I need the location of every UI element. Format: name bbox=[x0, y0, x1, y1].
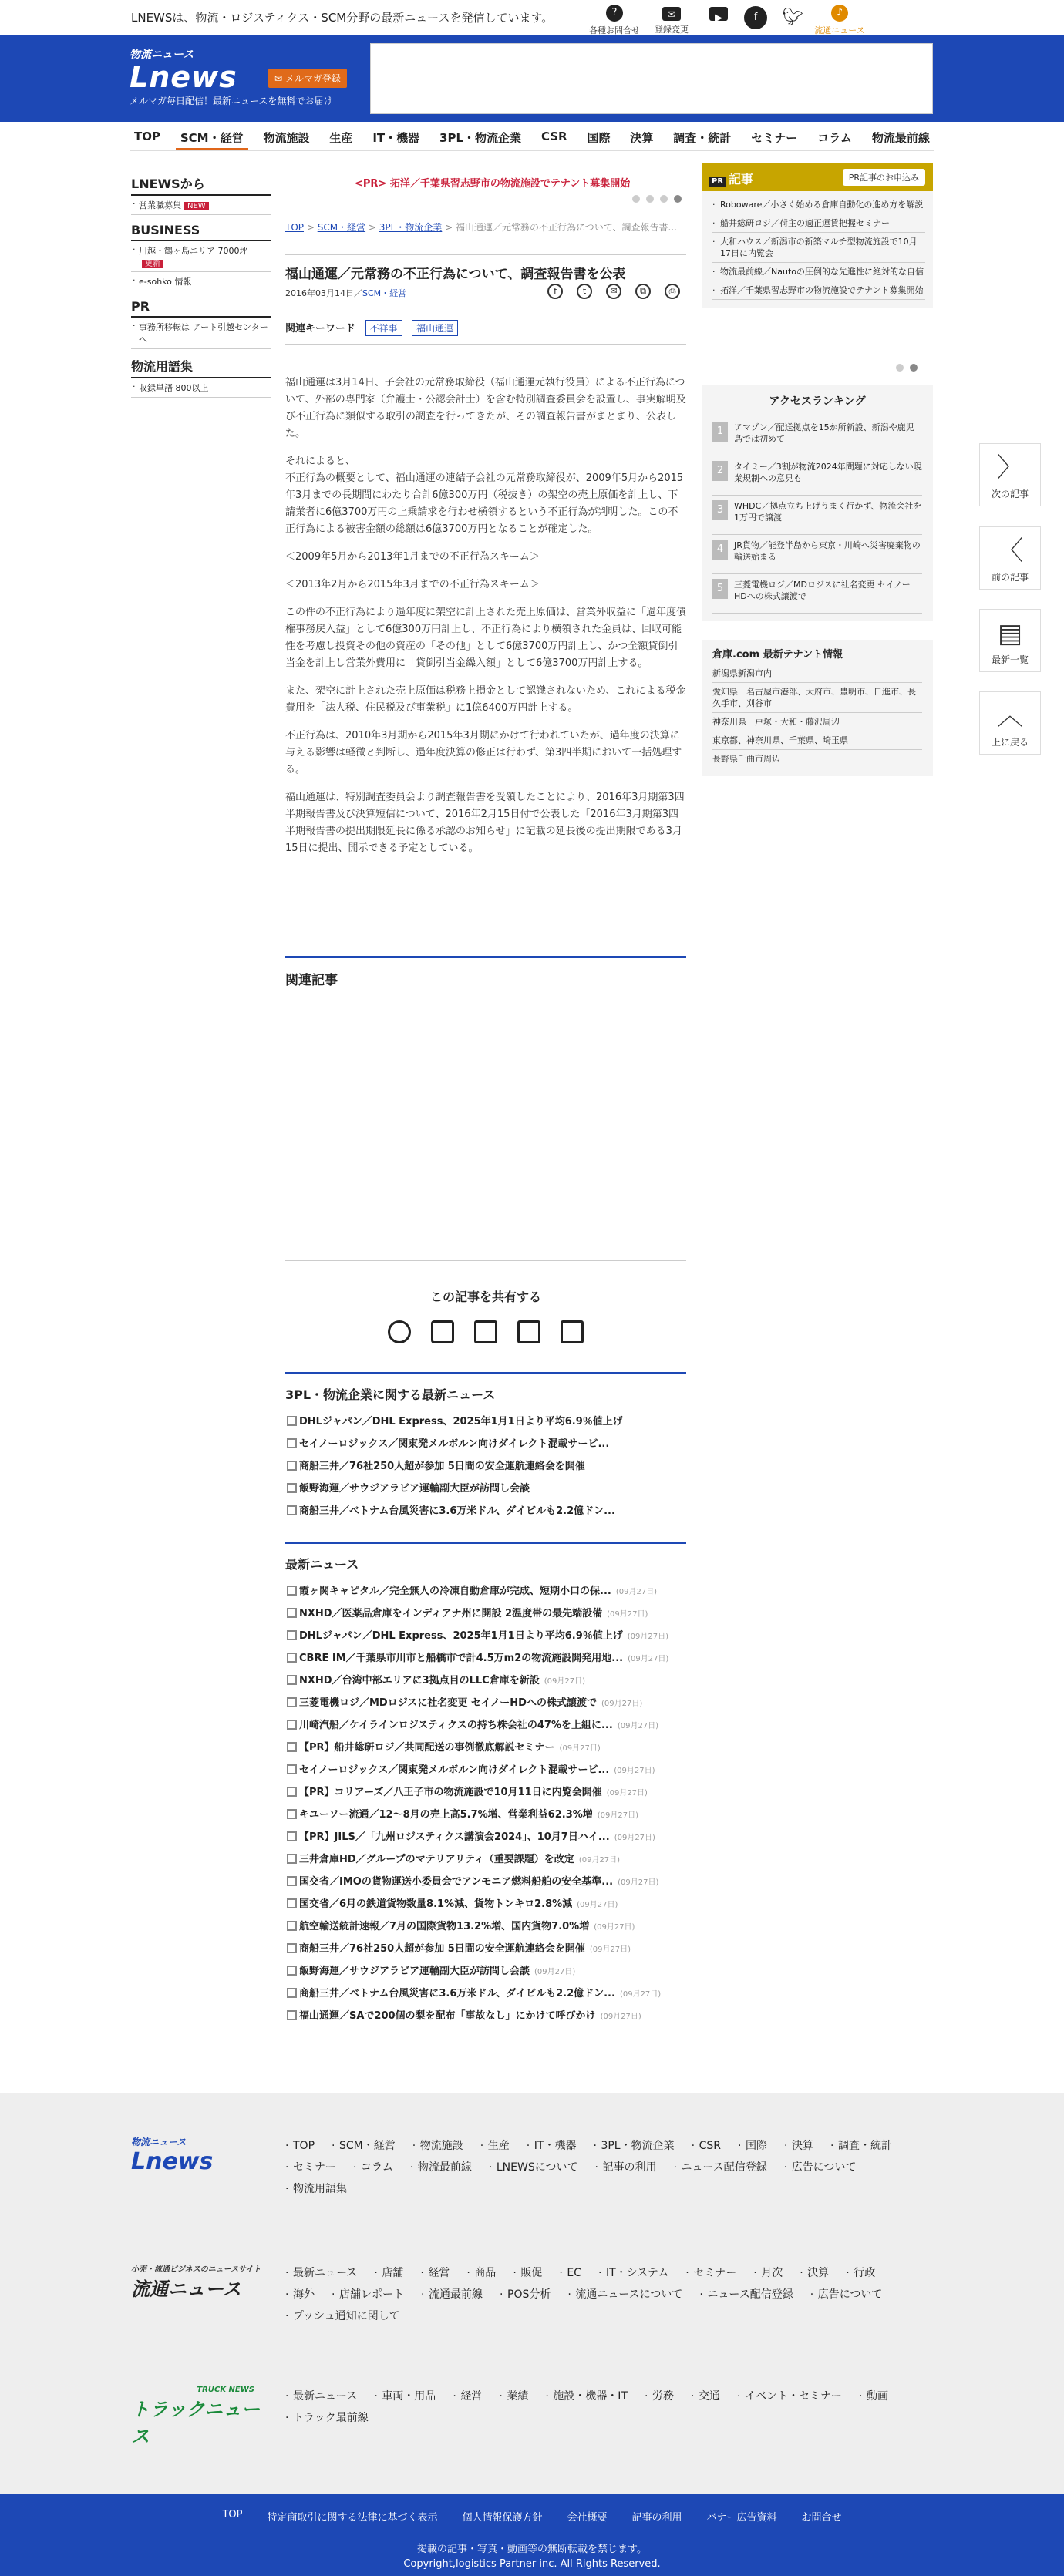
footer-link[interactable]: · CSR bbox=[692, 2135, 721, 2157]
footer-link[interactable]: · 商品 bbox=[466, 2262, 496, 2284]
tenant-item[interactable]: 新潟県新潟市内 bbox=[712, 664, 922, 683]
share-section bbox=[285, 1260, 686, 1343]
keyword-tag[interactable]: 福山通運 bbox=[412, 320, 458, 336]
header-banner bbox=[0, 35, 1064, 122]
footer-link[interactable]: · 行政 bbox=[846, 2262, 875, 2284]
news-date: (09月27日) bbox=[617, 1722, 659, 1730]
nav-column[interactable]: コラム bbox=[817, 131, 852, 145]
header-ad[interactable] bbox=[370, 43, 933, 114]
news-title: 霞ヶ関キャピタル／完全無人の冷凍自動倉庫が完成、短期小口の保... bbox=[299, 1586, 611, 1597]
footer-link[interactable]: · 決算 bbox=[784, 2135, 813, 2157]
mail-icon[interactable]: ✉ bbox=[606, 284, 621, 299]
ranking-title: アクセスランキング bbox=[712, 393, 922, 412]
news-title: CBRE IM／千葉県市川市と船橋市で計4.5万m2の物流施設開発用地... bbox=[299, 1653, 624, 1664]
news-title: 川崎汽船／ケイラインロジスティクスの持ち株会社の47%を上組に... bbox=[299, 1720, 613, 1731]
updated-badge: 更新 bbox=[142, 260, 163, 268]
news-title: DHLジャパン／DHL Express、2025年1月1日より平均6.9％値上げ bbox=[299, 1630, 623, 1642]
pr-promo-link[interactable]: <PR> 拓洋／千葉県習志野市の物流施設でテナント募集開始 bbox=[355, 178, 631, 190]
sidebar-heading: BUSINESS bbox=[131, 223, 271, 241]
footer-link[interactable]: · トラック最前線 bbox=[285, 2407, 369, 2429]
bottom-link[interactable]: 会社概要 bbox=[567, 2512, 608, 2524]
carousel-dot[interactable] bbox=[674, 195, 682, 203]
chevron-right-icon: 〉 bbox=[997, 452, 1023, 483]
breadcrumb-current: 福山通運／元常務の不正行為について、調査報告書... bbox=[456, 222, 677, 233]
list-item[interactable] bbox=[285, 1601, 686, 1623]
ranking-item[interactable]: 1 アマゾン／配送拠点を15か所新設、新潟や鹿児島では初めて bbox=[712, 417, 922, 456]
sidebar-item-esohko[interactable]: · e-sohko 情報 bbox=[131, 272, 271, 291]
print-icon[interactable]: ⎙ bbox=[665, 284, 680, 299]
list-item[interactable]: 商船三井／ベトナム台風災害に3.6万米ドル、ダイビルも2.2億ドン... bbox=[285, 1498, 686, 1521]
news-date: (09月27日) bbox=[578, 1856, 621, 1865]
twitter-icon[interactable]: t bbox=[577, 284, 592, 299]
news-title: 飯野海運／サウジアラビア運輸副大臣が訪問し会談 bbox=[299, 1966, 530, 1977]
footer-link[interactable]: · IT・機器 bbox=[527, 2135, 577, 2157]
top-bar bbox=[0, 0, 1064, 35]
carousel-dot[interactable] bbox=[896, 364, 904, 372]
footer-link[interactable]: · 業績 bbox=[499, 2386, 528, 2407]
news-date: (09月27日) bbox=[607, 1610, 648, 1619]
tenant-info bbox=[702, 640, 933, 776]
footer-lnews bbox=[131, 2135, 933, 2228]
section-title: 3PL・物流企業に関する最新ニュース bbox=[285, 1387, 496, 1402]
share-title: この記事を共有する bbox=[429, 1290, 541, 1304]
latest-news bbox=[285, 1542, 686, 2026]
bottom-link[interactable]: お問合せ bbox=[801, 2512, 842, 2524]
youtube-link[interactable] bbox=[700, 5, 737, 36]
ryutsu-icon: ♪ bbox=[831, 5, 848, 22]
nav-seminar[interactable]: セミナー bbox=[751, 131, 798, 145]
list-item[interactable] bbox=[285, 1914, 686, 1936]
breadcrumb-scm[interactable]: SCM・経営 bbox=[317, 222, 366, 233]
list-item[interactable] bbox=[285, 2003, 686, 2026]
list-item[interactable] bbox=[285, 1646, 686, 1668]
news-date: (09月27日) bbox=[577, 1901, 618, 1909]
footer-link[interactable]: · 店舗 bbox=[374, 2262, 403, 2284]
footer-link[interactable]: · 物流最前線 bbox=[410, 2157, 472, 2178]
paragraph: ＜2013年2月から2015年3月までの不正行為スキーム＞ bbox=[285, 579, 540, 590]
news-title: 国交省／6月の鉄道貨物数量8.1%減、貨物トンキロ2.8%減 bbox=[299, 1898, 573, 1910]
nav-frontline[interactable]: 物流最前線 bbox=[871, 131, 930, 145]
pr-item[interactable]: · 大和ハウス／新潟市の新築マルチ型物流施設で10月17日に内覧会 bbox=[712, 233, 925, 263]
footer-truck-logo[interactable]: TRUCK NEWS トラックニュース bbox=[131, 2386, 261, 2447]
facebook-icon[interactable] bbox=[388, 1320, 411, 1343]
footer-link[interactable]: · コラム bbox=[353, 2157, 393, 2178]
footer-link[interactable]: · 決算 bbox=[800, 2262, 829, 2284]
paragraph: 福山通運は、特別調査委員会より調査報告書を受領したことにより、2016年3月期第3四半期報告書及び決算短信について、2016年2月15日付で公表した「2016年3月期第3四半期報告書の提出期限延長に係る承認のお知らせ」に記載の延長後の提出期限である3月15日に提出、開示できる予定としている。 bbox=[285, 792, 685, 854]
list-item[interactable] bbox=[285, 1892, 686, 1914]
carousel-dot[interactable] bbox=[632, 195, 640, 203]
sidebar-heading: 物流用語集 bbox=[131, 357, 271, 378]
tenant-item[interactable]: 長野県千曲市周辺 bbox=[712, 750, 922, 768]
list-item[interactable] bbox=[285, 1959, 686, 1981]
nav-production[interactable]: 生産 bbox=[329, 131, 353, 145]
nav-scm[interactable]: SCM・経営 bbox=[176, 126, 248, 150]
carousel-dot[interactable] bbox=[910, 364, 918, 372]
nav-top[interactable]: TOP bbox=[134, 129, 160, 143]
ranking-item[interactable]: 5 三菱電機ロジ／MDロジスに社名変更 セイノーHDへの株式譲渡で bbox=[712, 574, 922, 614]
list-item[interactable]: セイノーロジックス／関東発メルボルン向けダイレクト混載サービ... bbox=[285, 1431, 686, 1454]
article-category[interactable]: SCM・経営 bbox=[362, 288, 407, 298]
bottom-link[interactable]: 記事の利用 bbox=[631, 2512, 682, 2524]
related-keywords: 関連キーワード 不祥事 福山通運 bbox=[285, 320, 686, 345]
nav-facility[interactable]: 物流施設 bbox=[263, 131, 310, 145]
news-date: (09月27日) bbox=[589, 1945, 631, 1954]
sidebar-item-pr[interactable]: · 事務所移転は アート引越センターへ bbox=[131, 318, 271, 349]
pr-item[interactable]: · 物流最前線／Nautoの圧倒的な先進性に絶対的な自信 bbox=[712, 263, 925, 281]
pr-carousel-dots bbox=[896, 364, 918, 372]
copyright-notice: 掲載の記事・写真・動画等の無断転載を禁じます。 bbox=[417, 2544, 647, 2555]
sidebar-item-warehouse[interactable]: · 川越・鶴ヶ島エリア 7000坪 更新 bbox=[131, 241, 271, 272]
sidebar-item-glossary[interactable]: · 収録単語 800以上 bbox=[131, 378, 271, 398]
news-date: (09月27日) bbox=[594, 1923, 635, 1932]
pr-apply-button[interactable]: PR記事のお申込み bbox=[843, 169, 925, 186]
facebook-link[interactable] bbox=[737, 5, 774, 36]
paragraph: 福山通運は3月14日、子会社の元常務取締役（福山通運元執行役員）による不正行為について、外部の専門家（弁護士・公認会計士）を含む特別調査委員会を設置し、事実解明及び不正行為に類似する取引の調査を行ってきたが、その調査報告書がまとまり、公表した。 bbox=[285, 377, 686, 439]
footer-link[interactable]: · LNEWSについて bbox=[489, 2157, 578, 2178]
footer-link[interactable]: · 施設・機器・IT bbox=[545, 2386, 628, 2407]
site-message: LNEWSは、物流・ロジスティクス・SCM分野の最新ニュースを発信しています。 bbox=[131, 11, 554, 25]
list-item[interactable] bbox=[285, 1579, 686, 1601]
copyright: Copyright,logistics Partner inc. All Rights Reserved. bbox=[403, 2558, 661, 2570]
list-item[interactable] bbox=[285, 1936, 686, 1959]
footer-link[interactable]: · 物流用語集 bbox=[285, 2178, 347, 2200]
paragraph: また、架空に計上された売上原価は税務上損金として認識されないため、これによる税金費用を「法人税、住民税及び事業税」に1億6400万円計上する。 bbox=[285, 685, 686, 714]
news-title: 三菱電機ロジ／MDロジスに社名変更 セイノーHDへの株式譲渡で bbox=[299, 1697, 597, 1709]
news-title: 商船三井／ベトナム台風災害に3.6万米ドル、ダイビルも2.2億ドン... bbox=[299, 1988, 615, 1999]
bottom-link[interactable]: TOP bbox=[222, 2509, 243, 2521]
footer-link[interactable]: · 広告について bbox=[810, 2284, 883, 2305]
carousel-dot[interactable] bbox=[660, 195, 668, 203]
global-nav bbox=[130, 126, 934, 151]
pr-badge: PR bbox=[709, 177, 726, 187]
tenant-title: 倉庫.com 最新テナント情報 bbox=[712, 646, 922, 664]
news-title: 福山通運／SAで200個の梨を配布「事故なし」にかけて呼びかけ bbox=[299, 2010, 596, 2022]
footer-link[interactable]: · 最新ニュース bbox=[285, 2386, 357, 2407]
article-date: 2016年03月14日／SCM・経営 bbox=[285, 288, 407, 298]
footer-link[interactable]: · プッシュ通知に関して bbox=[285, 2305, 400, 2327]
mail-icon[interactable] bbox=[474, 1320, 497, 1343]
footer-lnews-logo[interactable]: 物流ニュース Lnews bbox=[131, 2137, 214, 2175]
breadcrumb: TOP > SCM・経営 > 3PL・物流企業 > 福山通運／元常務の不正行為について、調査報告書... bbox=[285, 222, 677, 233]
news-date: (09月27日) bbox=[534, 1968, 576, 1976]
news-title: NXHD／医薬品倉庫をインディアナ州に開設 2温度帯の最先端設備 bbox=[299, 1608, 603, 1619]
list-item[interactable] bbox=[285, 1713, 686, 1735]
ranking-item[interactable]: 3 WHDC／拠点立ち上げうまく行かず、物流会社を1万円で譲渡 bbox=[712, 496, 922, 535]
list-item[interactable]: 商船三井／76社250人超が参加 5日間の安全運航連絡会を開催 bbox=[285, 1454, 686, 1476]
nav-3pl[interactable]: 3PL・物流企業 bbox=[439, 131, 522, 145]
facebook-icon: f bbox=[744, 6, 767, 29]
latest-list-button[interactable]: ▤ 最新一覧 bbox=[979, 609, 1041, 672]
news-date: (09月27日) bbox=[628, 1655, 669, 1663]
nav-research[interactable]: 調査・統計 bbox=[673, 131, 732, 145]
footer-link[interactable]: · ニュース配信登録 bbox=[699, 2284, 793, 2305]
top-links bbox=[586, 5, 868, 36]
carousel-dots bbox=[632, 195, 682, 203]
new-badge: NEW bbox=[184, 202, 209, 210]
sidebar-heading: PR bbox=[131, 299, 271, 318]
news-date: (09月27日) bbox=[606, 1789, 648, 1797]
list-item[interactable] bbox=[285, 1824, 686, 1847]
footer-link[interactable]: · 海外 bbox=[285, 2284, 315, 2305]
footer-link[interactable]: · 経営 bbox=[453, 2386, 482, 2407]
tagline: メルマガ毎日配信！最新ニュースを無料でお届け bbox=[130, 96, 333, 106]
footer-link[interactable]: · 交通 bbox=[691, 2386, 720, 2407]
footer-link[interactable]: · POS分析 bbox=[500, 2284, 551, 2305]
footer-link[interactable]: · 流通最前線 bbox=[421, 2284, 483, 2305]
paragraph: ＜2009年5月から2013年1月までの不正行為スキーム＞ bbox=[285, 551, 540, 563]
paragraph: この件の不正行為により過年度に架空に計上された売上原価は、営業外収益に「過年度債権事務戻入益」として6億300万円計上し、不正行為により横領された金員は、回収可能性を考慮し投資その他の資産の「その他」として6億3700万円計上し、かつ全額貸倒引当金を計上し営業外費用に「貸倒引当金繰入額」として6億3700万円計上する。 bbox=[285, 607, 687, 669]
facebook-icon[interactable]: f bbox=[547, 284, 563, 299]
related-articles-heading: 関連記事 bbox=[285, 956, 686, 988]
footer bbox=[0, 2093, 1064, 2494]
nav-csr[interactable]: CSR bbox=[540, 129, 567, 143]
footer-link[interactable]: · ニュース配信登録 bbox=[673, 2157, 766, 2178]
news-title: 【PR】JILS／「九州ロジスティクス講演会2024」、10月7日ハイ... bbox=[299, 1831, 610, 1843]
footer-link[interactable]: · 経営 bbox=[420, 2262, 450, 2284]
pr-item[interactable]: · Roboware／小さく始める倉庫自動化の進め方を解説 bbox=[712, 196, 925, 214]
list-item[interactable]: 飯野海運／サウジアラビア運輸副大臣が訪問し会談 bbox=[285, 1476, 686, 1498]
back-to-top-button[interactable]: ︿ 上に戻る bbox=[979, 691, 1041, 755]
news-title: 商船三井／76社250人超が参加 5日間の安全運航連絡会を開催 bbox=[299, 1943, 585, 1955]
footer-link[interactable]: · 生産 bbox=[480, 2135, 510, 2157]
ranking-item[interactable]: 4 JR貨物／能登半島から東京・川崎へ災害廃棄物の輸送始まる bbox=[712, 535, 922, 574]
list-item[interactable] bbox=[285, 1869, 686, 1892]
news-date: (09月27日) bbox=[600, 2013, 641, 2021]
bottom-link[interactable]: バナー広告資料 bbox=[706, 2512, 777, 2524]
nav-international[interactable]: 国際 bbox=[587, 131, 611, 145]
article-body bbox=[285, 375, 686, 868]
footer-link[interactable]: · セミナー bbox=[285, 2157, 336, 2178]
pr-articles bbox=[702, 163, 933, 308]
news-title: 三井倉庫HD／グループのマテリアリティ（重要課題）を改定 bbox=[299, 1854, 574, 1865]
share-buttons bbox=[547, 284, 680, 299]
bottom-link[interactable]: 特定商取引に関する法律に基づく表示 bbox=[267, 2512, 438, 2524]
breadcrumb-3pl[interactable]: 3PL・物流企業 bbox=[379, 222, 443, 233]
list-item[interactable] bbox=[285, 1802, 686, 1824]
pr-item[interactable]: · 拓洋／千葉県習志野市の物流施設でテナント募集開始 bbox=[712, 281, 925, 300]
twitter-icon: 🐦︎ bbox=[781, 6, 804, 29]
footer-ryutsu-logo[interactable]: 小売・流通ビジネスのニュースサイト 流通ニュース bbox=[131, 2265, 261, 2300]
list-item[interactable] bbox=[285, 1623, 686, 1646]
footer-link[interactable]: · 記事の利用 bbox=[594, 2157, 656, 2178]
news-date: (09月27日) bbox=[615, 1588, 658, 1596]
youtube-icon: ▶ bbox=[709, 7, 728, 21]
news-title: 【PR】船井総研ロジ／共同配送の事例徹底解説セミナー bbox=[299, 1742, 555, 1754]
tenant-item[interactable]: 神奈川県 戸塚・大和・藤沢周辺 bbox=[712, 713, 922, 731]
access-ranking bbox=[702, 385, 933, 621]
paragraph: それによると、 不正行為の概要として、福山通運の連結子会社の元常務取締役が、2009年5月から2015年3月までの長期間にわたり合計6億300万円（税抜き）の架空の売上原価を計上し、下請業者に6億3700万円の上乗請求を行わせ横領するという不正行為が判明した。この不正行為による被害金額の総額は6億3700万円となることが確定した。 bbox=[285, 456, 684, 535]
bottom-bar bbox=[0, 2494, 1064, 2576]
footer-link[interactable]: · 月次 bbox=[753, 2262, 783, 2284]
footer-link[interactable]: · TOP bbox=[285, 2135, 315, 2157]
next-article-button[interactable]: 〉 次の記事 bbox=[979, 443, 1041, 506]
3pl-news bbox=[285, 1372, 686, 1521]
list-item[interactable]: DHLジャパン／DHL Express、2025年1月1日より平均6.9％値上げ bbox=[285, 1409, 686, 1431]
news-date: (09月27日) bbox=[614, 1834, 655, 1842]
footer-link[interactable]: · EC bbox=[559, 2262, 581, 2284]
footer-link[interactable]: · 3PL・物流企業 bbox=[593, 2135, 674, 2157]
carousel-dot[interactable] bbox=[646, 195, 654, 203]
list-item[interactable] bbox=[285, 1780, 686, 1802]
list-item[interactable] bbox=[285, 1690, 686, 1713]
nav-it[interactable]: IT・機器 bbox=[372, 131, 420, 145]
footer-link[interactable]: · 国際 bbox=[738, 2135, 767, 2157]
twitter-link[interactable] bbox=[774, 5, 811, 36]
footer-link[interactable]: · 労務 bbox=[645, 2386, 674, 2407]
sidebar-item-recruit[interactable]: · 営業職募集 NEW bbox=[131, 196, 271, 215]
mailmag-button[interactable]: ✉ メルマガ登録 bbox=[268, 69, 347, 88]
footer-link[interactable]: · 流通ニュースについて bbox=[567, 2284, 682, 2305]
site-logo[interactable]: 物流ニュース Lnews メルマガ毎日配信！最新ニュースを無料でお届け bbox=[130, 49, 333, 106]
footer-link[interactable]: · 動画 bbox=[859, 2386, 888, 2407]
breadcrumb-top[interactable]: TOP bbox=[285, 222, 305, 233]
article-title: 福山通運／元常務の不正行為について、調査報告書を公表 bbox=[285, 254, 686, 282]
pr-header: PR 記事 PR記事のお申込み bbox=[702, 163, 933, 191]
pr-item[interactable]: · 船井総研ロジ／荷主の適正運賃把握セミナー bbox=[712, 214, 925, 233]
list-item[interactable] bbox=[285, 1847, 686, 1869]
news-title: 【PR】コリアーズ／八王子市の物流施設で10月11日に内覧会開催 bbox=[299, 1787, 602, 1798]
bottom-link[interactable]: 個人情報保護方針 bbox=[462, 2512, 543, 2524]
keyword-tag[interactable]: 不祥事 bbox=[365, 320, 402, 336]
ranking-item[interactable]: 2 タイミー／3割が物流2024年問題に対応しない現業規制への意見も bbox=[712, 456, 922, 496]
news-date: (09月27日) bbox=[559, 1744, 601, 1753]
footer-link[interactable]: · 広告について bbox=[784, 2157, 857, 2178]
footer-link[interactable]: · 販促 bbox=[513, 2262, 542, 2284]
news-title: NXHD／台湾中部エリアに3拠点目のLLC倉庫を新設 bbox=[299, 1675, 540, 1687]
tenant-item[interactable]: 東京都、神奈川県、千葉県、埼玉県 bbox=[712, 731, 922, 750]
news-title: セイノーロジックス／関東発メルボルン向けダイレクト混載サービ... bbox=[299, 1764, 610, 1776]
news-date: (09月27日) bbox=[614, 1767, 655, 1775]
footer-link[interactable]: · SCM・経営 bbox=[332, 2135, 396, 2157]
sidebar-heading: LNEWSから bbox=[131, 174, 271, 196]
prev-article-button[interactable]: 〈 前の記事 bbox=[979, 526, 1041, 590]
news-icon: ▤ bbox=[997, 618, 1023, 649]
section-title: 最新ニュース bbox=[285, 1557, 359, 1572]
list-item[interactable] bbox=[285, 1981, 686, 2003]
copy-icon[interactable]: ⧉ bbox=[635, 284, 651, 299]
footer-link[interactable]: · 車両・用品 bbox=[374, 2386, 436, 2407]
mail-icon: ✉ bbox=[662, 7, 681, 21]
paragraph: 不正行為は、2010年3月期から2015年3月期にかけて行われていたが、過年度の決算に与える影響は軽微と判断し、過年度決算の修正は行わず、第3四半期において一括処理する。 bbox=[285, 730, 682, 775]
question-icon: ? bbox=[606, 5, 623, 22]
news-date: (09月27日) bbox=[601, 1700, 643, 1708]
footer-link[interactable]: · セミナー bbox=[685, 2262, 736, 2284]
news-date: (09月27日) bbox=[618, 1878, 659, 1887]
news-date: (09月27日) bbox=[619, 1990, 662, 1999]
chevron-up-icon: ︿ bbox=[997, 701, 1023, 731]
footer-link[interactable]: · 最新ニュース bbox=[285, 2262, 357, 2284]
news-date: (09月27日) bbox=[544, 1677, 585, 1686]
contact-link[interactable]: ? 各種お問合せ bbox=[586, 5, 643, 36]
news-title: 航空輸送統計速報／7月の国際貨物13.2%増、国内貨物7.0%増 bbox=[299, 1921, 590, 1932]
left-sidebar bbox=[131, 166, 271, 398]
ryutsu-news-link[interactable]: ♪ 流通ニュース bbox=[811, 5, 868, 36]
news-title: キユーソー流通／12～8月の売上高5.7%増、営業利益62.3%増 bbox=[299, 1809, 593, 1821]
footer-truck bbox=[131, 2386, 933, 2463]
footer-link[interactable]: · IT・システム bbox=[598, 2262, 668, 2284]
list-item[interactable] bbox=[285, 1735, 686, 1757]
footer-link[interactable]: · 物流施設 bbox=[412, 2135, 463, 2157]
chevron-left-icon: 〈 bbox=[997, 536, 1023, 567]
news-title: 国交省／IMOの貨物運送小委員会でアンモニア燃料船舶の安全基準... bbox=[299, 1876, 614, 1888]
footer-link[interactable]: · イベント・セミナー bbox=[737, 2386, 842, 2407]
footer-link[interactable]: · 店舗レポート bbox=[332, 2284, 404, 2305]
news-date: (09月27日) bbox=[627, 1633, 669, 1641]
nav-financial[interactable]: 決算 bbox=[630, 131, 654, 145]
registration-change-link[interactable]: ✉ 登録変更 bbox=[643, 5, 700, 36]
footer-link[interactable]: · 調査・統計 bbox=[830, 2135, 892, 2157]
tenant-item[interactable]: 愛知県 名古屋市港部、大府市、豊明市、日進市、長久手市、刈谷市 bbox=[712, 683, 922, 713]
list-item[interactable] bbox=[285, 1668, 686, 1690]
print-icon[interactable] bbox=[561, 1320, 584, 1343]
copy-icon[interactable] bbox=[517, 1320, 540, 1343]
footer-ryutsu bbox=[131, 2262, 933, 2355]
twitter-icon[interactable] bbox=[431, 1320, 454, 1343]
list-item[interactable] bbox=[285, 1757, 686, 1780]
news-date: (09月27日) bbox=[597, 1811, 639, 1820]
